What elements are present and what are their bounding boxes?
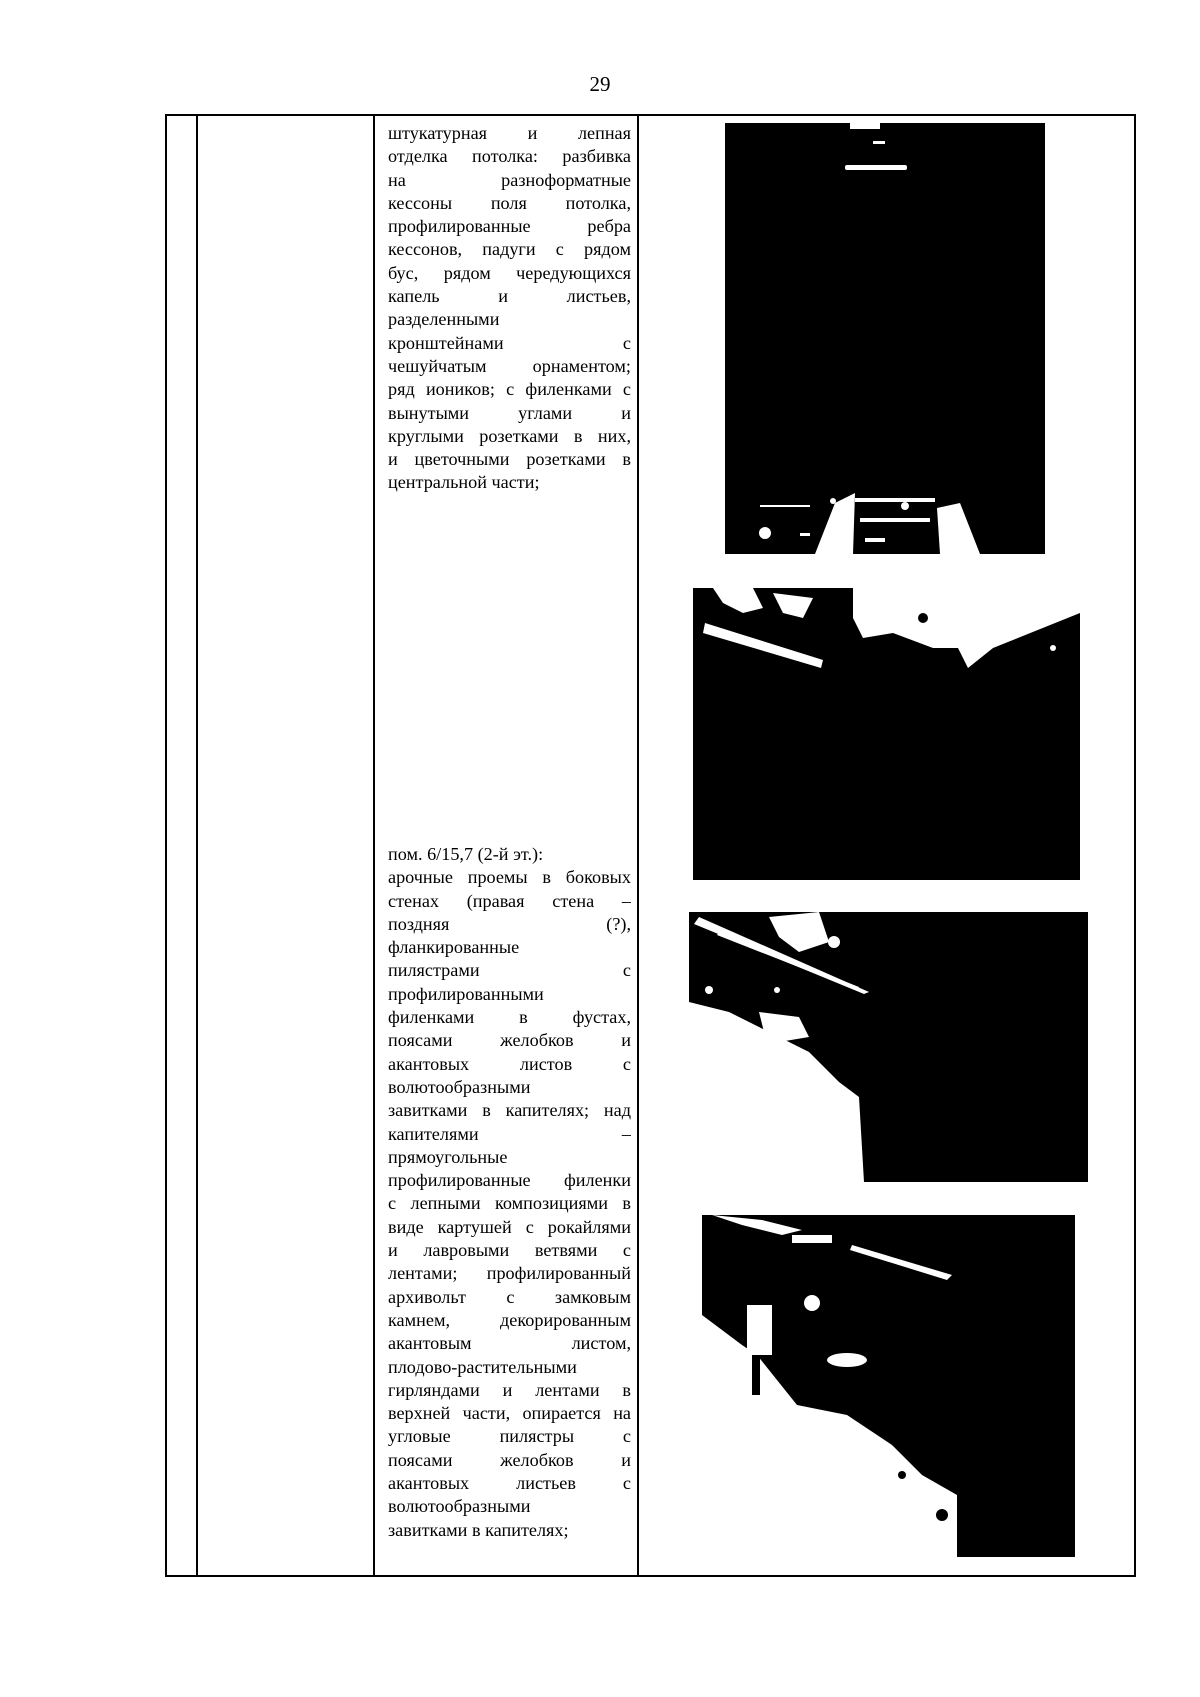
column-divider	[637, 116, 639, 1575]
page-number: 29	[589, 72, 611, 96]
text-line: филенками в фустах,	[388, 1007, 631, 1028]
text-line: и лавровыми ветвями с	[388, 1240, 631, 1261]
text-line: профилированными	[388, 983, 544, 1004]
column-divider	[373, 116, 375, 1575]
text-line: капель и листьев,	[388, 286, 631, 307]
photo-arch-pilaster	[689, 912, 1088, 1182]
text-line: виде картушей с рокайлями	[388, 1216, 631, 1237]
text-line: акантовых листьев с	[388, 1473, 631, 1494]
text-line: акантовых листов с	[388, 1053, 631, 1074]
text-line: акантовым листом,	[388, 1333, 631, 1354]
text-line: арочные проемы в боковых	[388, 867, 631, 888]
text-line: поясами желобков и	[388, 1449, 631, 1470]
text-line: разделенными	[388, 309, 500, 330]
text-line: кессонов, падуги с рядом	[388, 239, 631, 260]
text-line: капителями –	[388, 1123, 631, 1144]
photo-archivolt-detail	[702, 1215, 1075, 1557]
text-line: завитками в капителях;	[388, 1519, 569, 1540]
text-line: камнем, декорированным	[388, 1309, 631, 1330]
text-line: профилированные филенки	[388, 1170, 631, 1191]
document-table	[165, 114, 1136, 1577]
text-line: пилястрами с	[388, 960, 631, 981]
text-line: отделка потолка: разбивка	[388, 146, 631, 167]
text-line: на разноформатные	[388, 169, 631, 190]
photo-ceiling-corner	[693, 588, 1080, 880]
text-line: поясами желобков и	[388, 1030, 631, 1051]
text-line: ряд иоников; с филенками с	[388, 379, 631, 400]
text-line: гирляндами и лентами в	[388, 1379, 631, 1400]
text-line: и цветочными розетками в	[388, 449, 631, 470]
text-line: кессоны поля потолка,	[388, 192, 631, 213]
description-ceiling-decor	[388, 122, 631, 495]
text-line: волютообразными	[388, 1076, 531, 1097]
photo-ceiling-coffers	[725, 123, 1045, 554]
text-line: прямоугольные	[388, 1146, 508, 1167]
text-line: стенах (правая стена –	[388, 890, 631, 911]
text-line: лентами; профилированный	[388, 1263, 631, 1284]
text-line: кронштейнами с	[388, 332, 631, 353]
text-line: фланкированные	[388, 937, 520, 958]
text-line: профилированные ребра	[388, 216, 631, 237]
text-line: центральной части;	[388, 472, 540, 493]
text-line: завитками в капителях; над	[388, 1100, 631, 1121]
text-line: пом. 6/15,7 (2-й эт.):	[388, 844, 544, 864]
text-line: поздняя (?),	[388, 913, 631, 934]
text-line: угловые пилястры с	[388, 1426, 631, 1447]
text-line: чешуйчатым орнаментом;	[388, 355, 631, 376]
text-line: волютообразными	[388, 1496, 531, 1517]
text-line: плодово-растительными	[388, 1356, 577, 1377]
text-line: верхней части, опирается на	[388, 1403, 631, 1424]
text-line: штукатурная и лепная	[388, 123, 631, 143]
text-line: с лепными композициями в	[388, 1193, 631, 1214]
column-divider	[196, 116, 198, 1575]
description-room-6-arches	[388, 843, 631, 1542]
text-line: бус, рядом чередующихся	[388, 262, 631, 283]
text-line: вынутыми углами и	[388, 402, 631, 423]
text-line: архивольт с замковым	[388, 1286, 631, 1307]
text-line: круглыми розетками в них,	[388, 425, 631, 446]
